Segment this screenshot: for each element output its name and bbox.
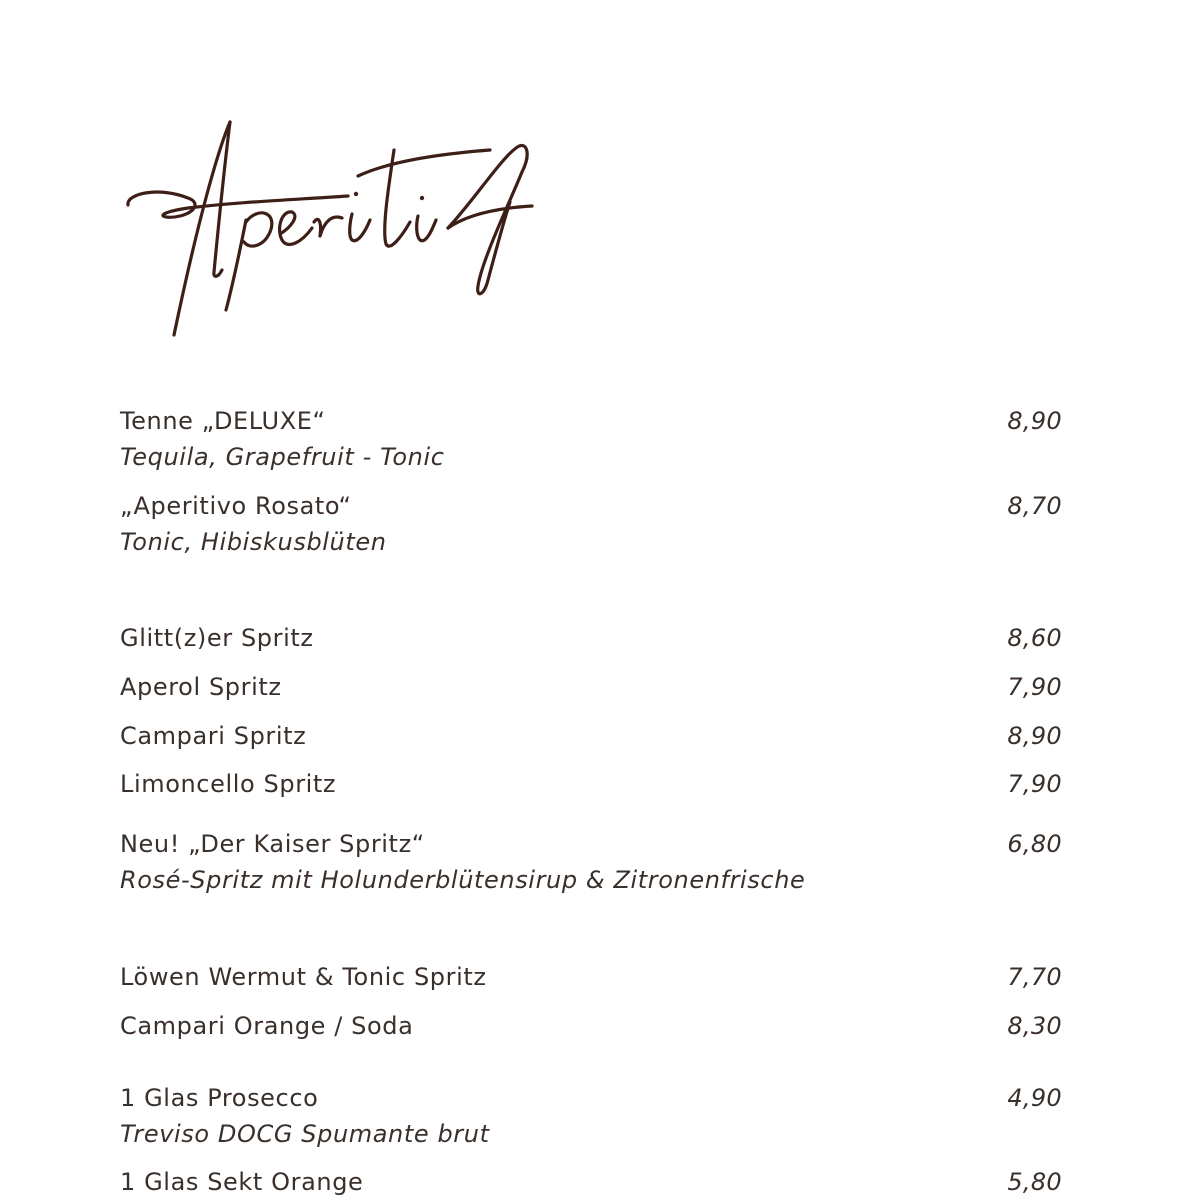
menu-item [120,767,1062,801]
menu-item [120,960,1062,994]
item-name: Neu! „Der Kaiser Spritz“ [120,830,425,858]
item-price: 7,90 [1007,673,1062,701]
item-name: Limoncello Spritz [120,770,337,798]
menu-item [120,1081,1062,1151]
item-price: 8,30 [1007,1012,1062,1040]
item-name: Tenne „DELUXE“ [120,407,326,435]
menu-item [120,1009,1062,1043]
item-price: 5,80 [1007,1168,1062,1196]
item-name: Löwen Wermut & Tonic Spritz [120,963,487,991]
aperitif-script-title [118,110,558,350]
item-price: 7,90 [1007,770,1062,798]
menu-item [120,1165,1062,1199]
item-name: Aperol Spritz [120,673,282,701]
item-name: Campari Orange / Soda [120,1012,414,1040]
menu-item [120,489,1062,559]
item-price: 6,80 [1007,830,1062,858]
item-name: 1 Glas Sekt Orange [120,1168,364,1196]
item-price: 8,70 [1007,492,1062,520]
item-description: Tequila, Grapefruit - Tonic [120,443,445,471]
menu-item [120,404,1062,474]
item-price: 8,90 [1007,722,1062,750]
item-description: Tonic, Hibiskusblüten [120,528,387,556]
item-price: 7,70 [1007,963,1062,991]
menu-item [120,827,1062,897]
menu-item [120,719,1062,753]
item-name: Campari Spritz [120,722,307,750]
menu-item [120,670,1062,704]
page-title [118,110,558,350]
menu-item [120,621,1062,655]
item-description: Rosé-Spritz mit Holunderblütensirup & Zitronenfrische [120,866,806,894]
item-name: „Aperitivo Rosato“ [120,492,352,520]
item-price: 8,60 [1007,624,1062,652]
item-name: 1 Glas Prosecco [120,1084,319,1112]
item-name: Glitt(z)er Spritz [120,624,314,652]
item-price: 8,90 [1007,407,1062,435]
item-price: 4,90 [1007,1084,1062,1112]
item-description: Treviso DOCG Spumante brut [120,1120,490,1148]
